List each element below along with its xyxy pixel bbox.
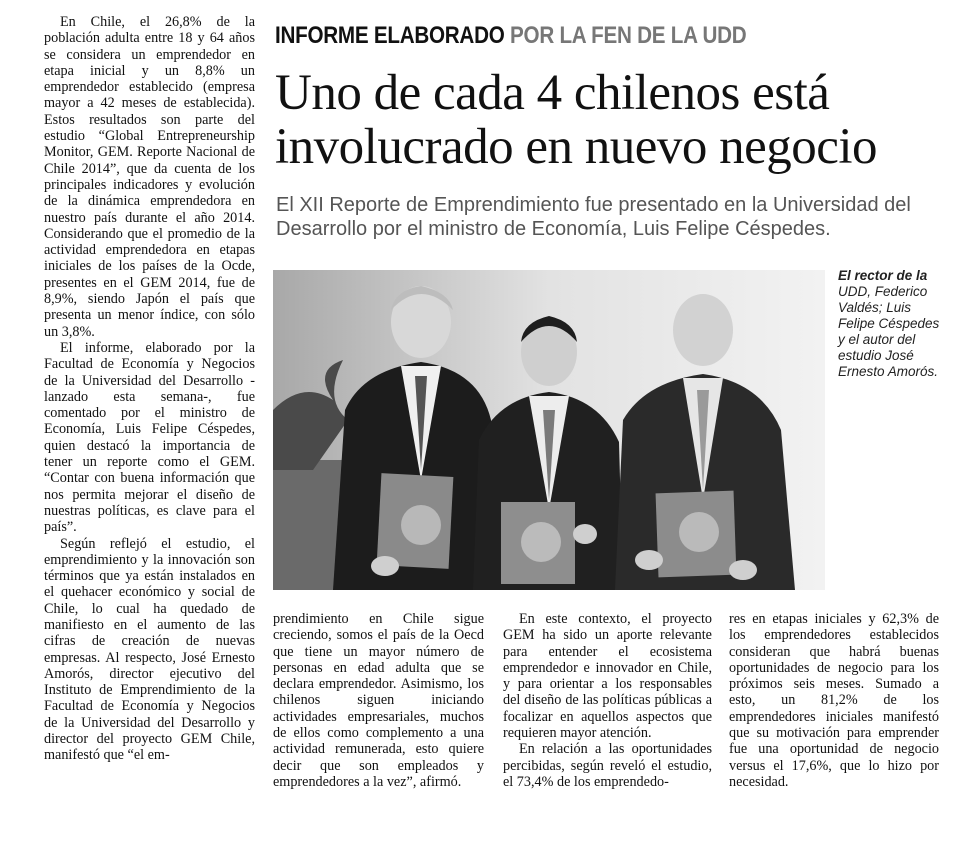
kicker-part-2: POR LA FEN DE LA UDD	[510, 22, 747, 49]
caption-text: UDD, Federico Valdés; Luis Felipe Céspedes y el autor del estudio José Ernesto Amorós.	[838, 284, 940, 379]
paragraph: prendimiento en Chile sigue creciendo, somos el país de la Oecd que tiene un mayor número de personas en edad adulta que se declara emprendedor. Asimismo, los chilenos siguen iniciando actividades empresariales, muchos de ellos como complemento a una actividad remunerada, esto quiere decir que son empleados y emprendedores a la vez”, afirmó.	[273, 611, 484, 790]
headline-line-2: involucrado en nuevo negocio	[275, 119, 878, 175]
caption-lead: El rector de la	[838, 268, 928, 283]
headline-line-1: Uno de cada 4 chilenos está	[275, 65, 830, 121]
kicker-part-1: INFORME ELABORADO	[275, 22, 505, 49]
paragraph: Según reflejó el estudio, el emprendimiento y la innovación son términos que ya están instalados en el quehacer económico y social de Chile, lo cual ha quedado de manifiesto en el aumento de las cifras de creación de nuevas empresas. Al respecto, José Ernesto Amorós, director ejecutivo del Instituto de Emprendimiento de la Facultad de Economía y Negocios de la Universidad del Desarrollo y director del proyecto GEM Chile, manifestó que “el em-	[44, 535, 255, 764]
body-column-bottom-1	[273, 611, 484, 790]
body-column-left	[44, 14, 255, 764]
photo-three-men-holding-reports-icon	[273, 270, 825, 590]
paragraph: res en etapas iniciales y 62,3% de los emprendedores establecidos consideran que habrá buenas oportunidades de negocio para los próximos seis meses. Sumado a esto, un 81,2% de los emprendedores iniciales manifestó que su motivación para emprender fue una oportunidad de negocio versus el 17,6%, que lo hizo por necesidad.	[729, 611, 939, 790]
body-column-bottom-2	[503, 611, 712, 790]
paragraph: En este contexto, el proyecto GEM ha sido un aporte relevante para entender el ecosistema emprendedor e innovador en Chile, y para orientar a los responsables del diseño de las políticas públicas a focalizar en aquellos aspectos que requieren mayor atención.	[503, 611, 712, 742]
paragraph: En relación a las oportunidades percibidas, según reveló el estudio, el 73,4% de los emprendedo-	[503, 741, 712, 790]
deck-subtitle: El XII Reporte de Emprendimiento fue presentado en la Universidad del Desarrollo por el ministro de Economía, Luis Felipe Céspedes.	[276, 194, 911, 240]
photo-caption	[838, 268, 948, 380]
body-column-bottom-3	[729, 611, 939, 790]
paragraph: El informe, elaborado por la Facultad de Economía y Negocios de la Universidad del Desarrollo -lanzado esta semana-, fue comentado por el ministro de Economía, Luis Felipe Céspedes, quien destacó la importancia de tener un reporte como el GEM. “Contar con buena información que nos permita mejorar el diseño de nuestras políticas, es clave para el país”.	[44, 339, 255, 536]
headline	[275, 66, 945, 174]
article-photo	[273, 270, 825, 590]
paragraph: En Chile, el 26,8% de la población adulta entre 18 y 64 años se considera un emprendedor en etapa inicial y un 8,8% un emprendedor establecido (empresa mayor a 42 meses de establecida). Estos resultados son parte del estudio “Global Entrepreneurship Monitor, GEM. Reporte Nacional de Chile 2014”, que da cuenta de los principales indicadores y evolución de la dinámica emprendedora en nuestro país durante el año 2014. Considerando que el promedio de la actividad emprendedora en etapas iniciales de los países de la Ocde, presentes en el GEM 2014, fue de 8,9%, siendo Japón el país que presenta un menor índice, con sólo un 3,8%.	[44, 14, 255, 340]
kicker	[275, 22, 746, 50]
